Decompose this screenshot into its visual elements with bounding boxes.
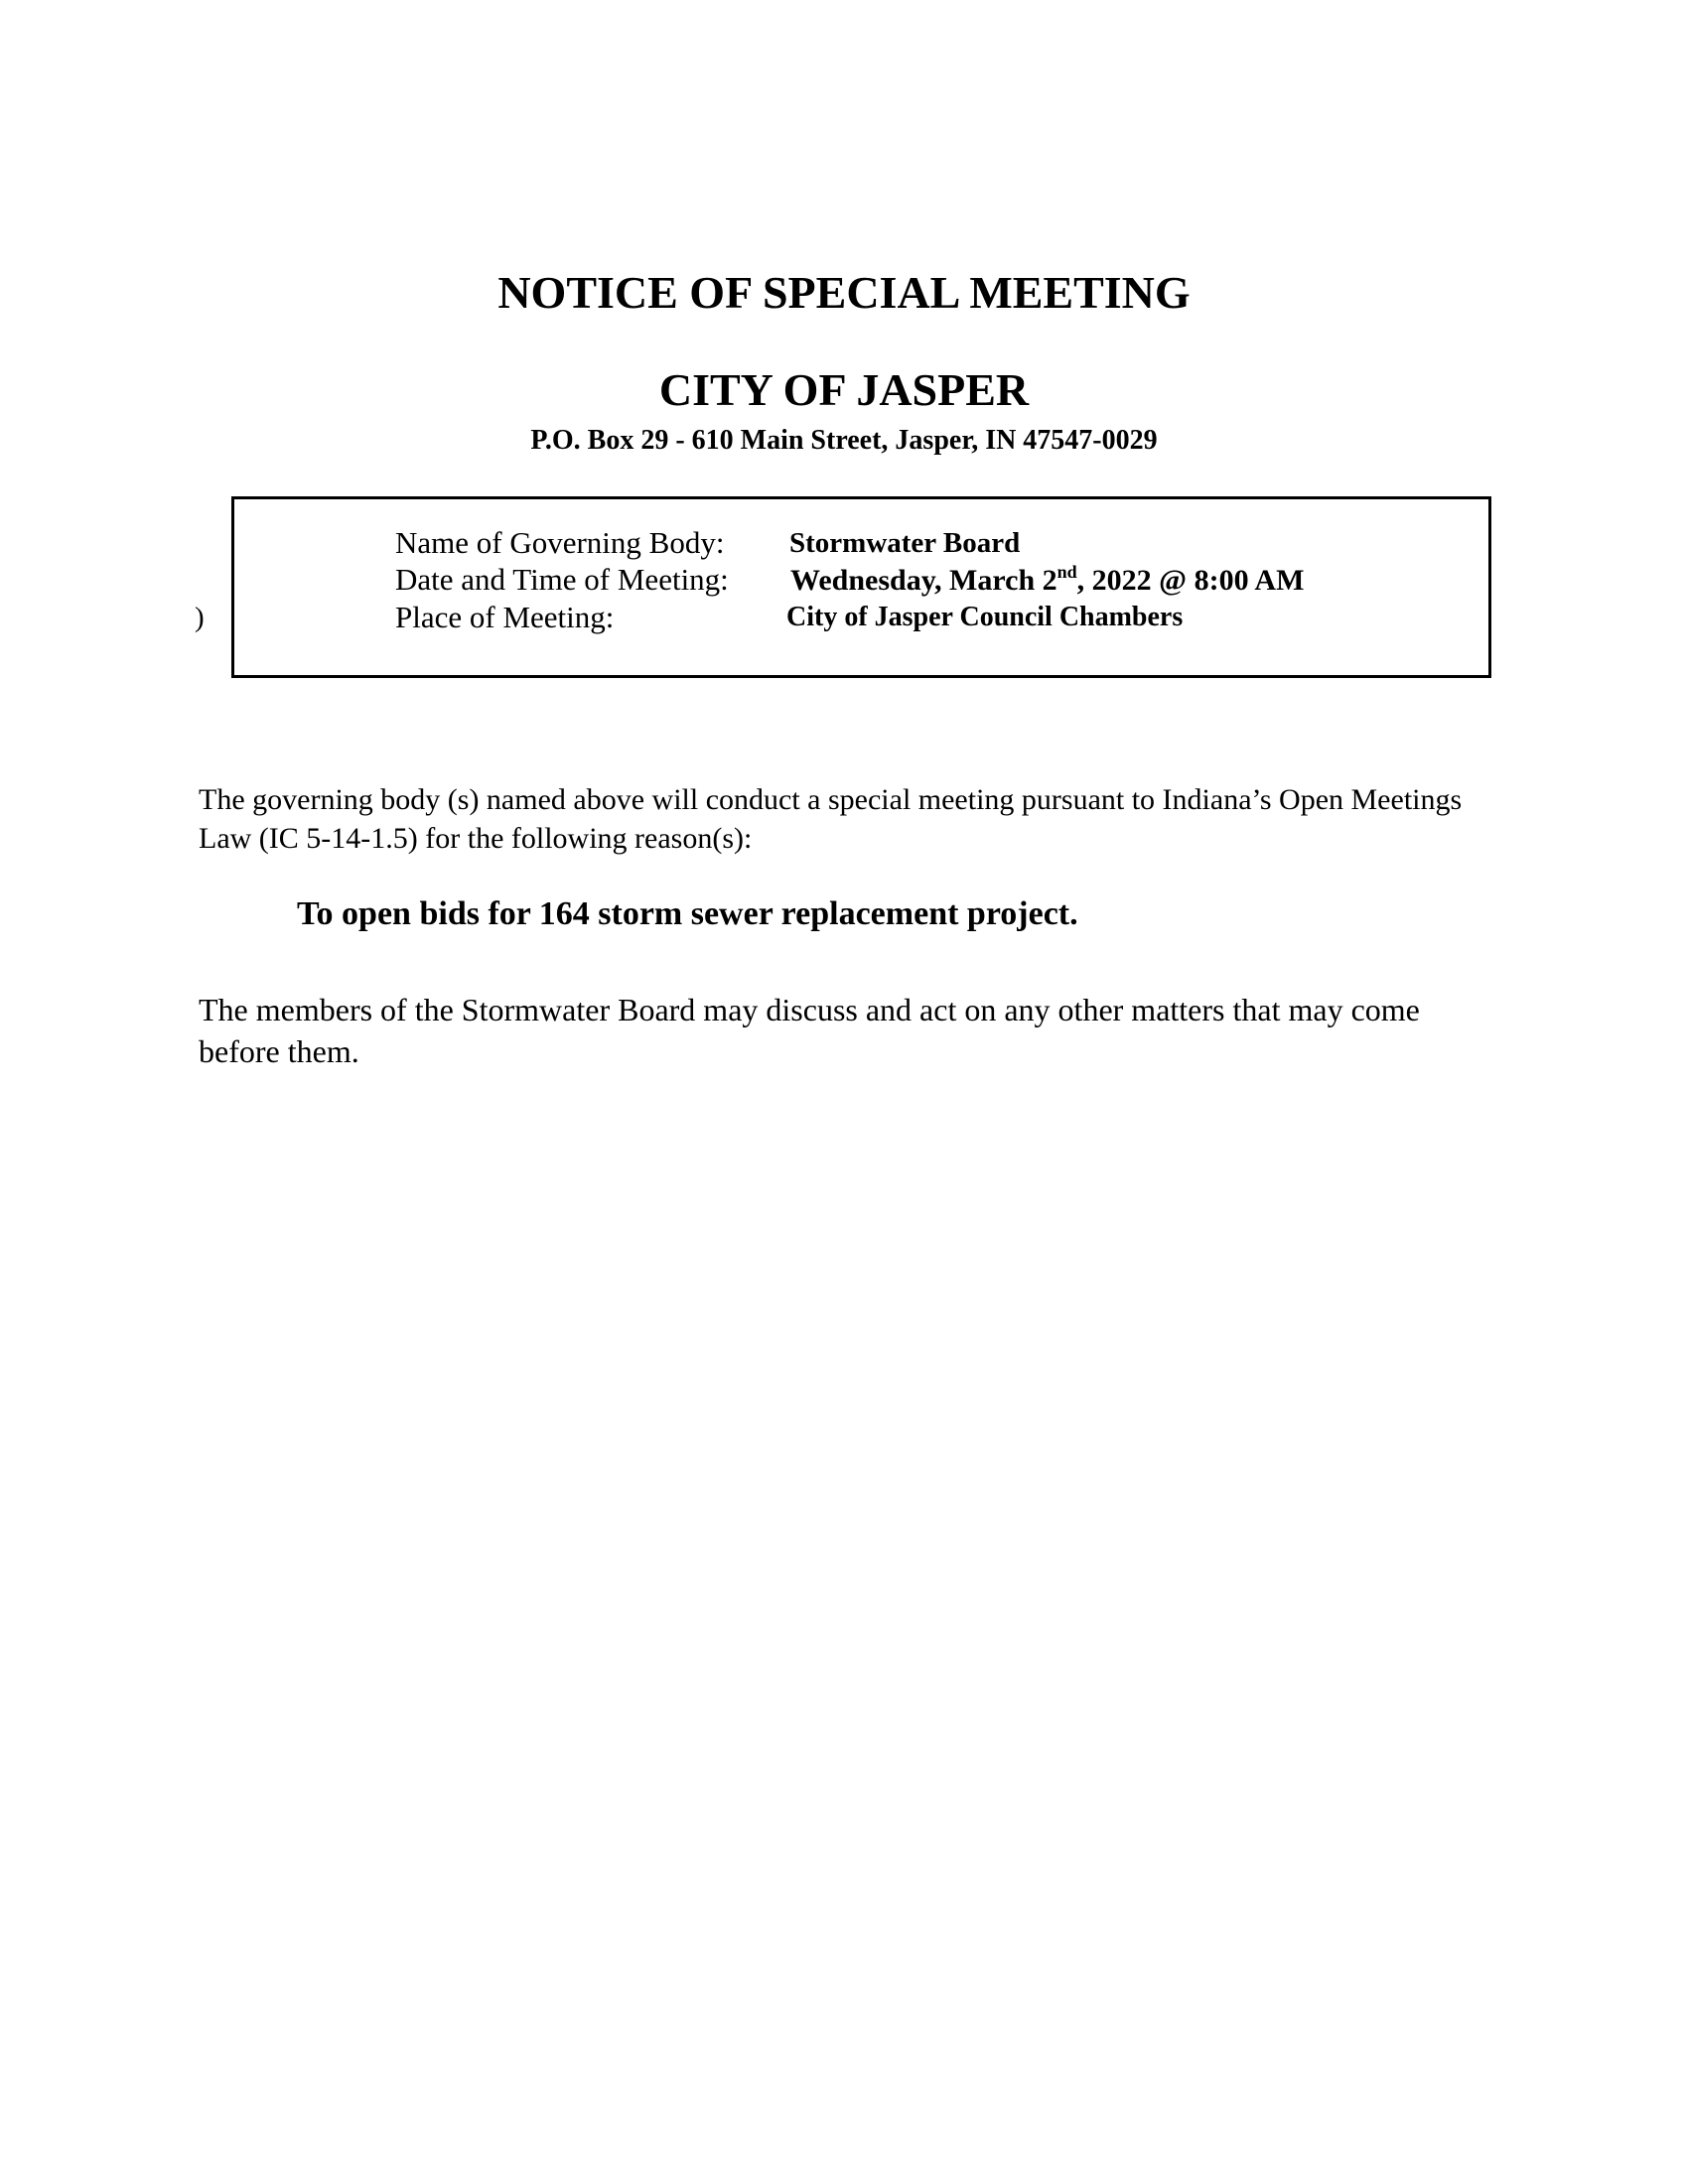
closing-paragraph: The members of the Stormwater Board may discuss and act on any other matters that may come before them. xyxy=(199,992,1420,1069)
place-value: City of Jasper Council Chambers xyxy=(786,602,1184,632)
date-rest: , 2022 @ 8:00 AM xyxy=(1076,564,1305,597)
date-time-row xyxy=(395,562,1477,600)
meeting-reason: To open bids for 164 storm sewer replacement project. xyxy=(297,895,1078,932)
governing-body-value: Stormwater Board xyxy=(789,527,1021,559)
place-row xyxy=(395,600,1477,637)
governing-body-label: Name of Governing Body: xyxy=(395,525,725,560)
meeting-info-box xyxy=(231,496,1491,678)
city-address: P.O. Box 29 - 610 Main Street, Jasper, IN 47547-0029 xyxy=(530,425,1158,456)
intro-paragraph: The governing body (s) named above will conduct a special meeting pursuant to Indiana’s Open Meetings Law (IC 5-14-1.5) for the following reason(s): xyxy=(199,783,1463,855)
date-prefix: Wednesday, March 2 xyxy=(790,564,1057,597)
place-label: Place of Meeting: xyxy=(395,600,615,634)
margin-mark: ) xyxy=(195,602,205,633)
notice-title: NOTICE OF SPECIAL MEETING xyxy=(497,267,1191,318)
date-time-value xyxy=(790,564,1304,598)
city-title: CITY OF JASPER xyxy=(658,364,1030,415)
date-time-label: Date and Time of Meeting: xyxy=(395,562,729,597)
governing-body-row xyxy=(395,525,1477,563)
date-ordinal-suffix: nd xyxy=(1056,562,1077,582)
